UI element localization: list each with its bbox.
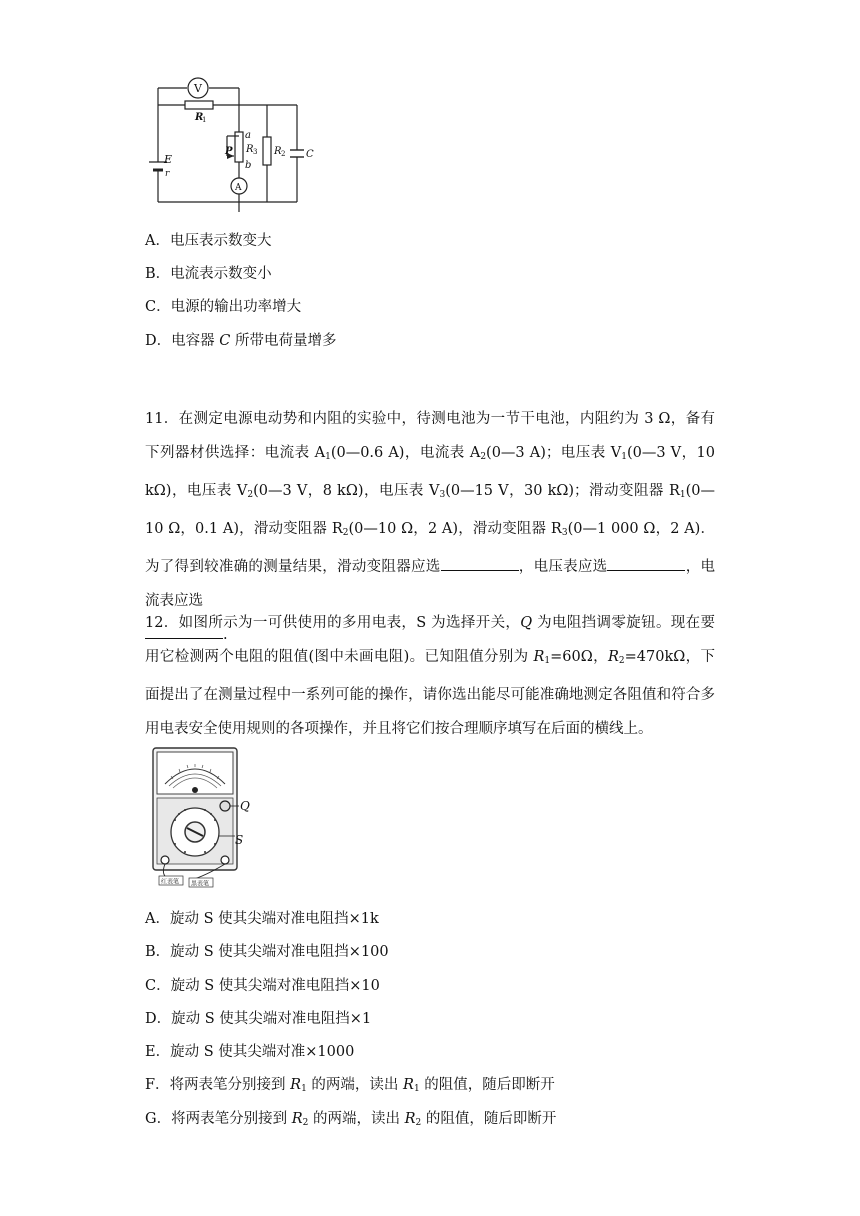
q12-text: 为电阻挡调零旋钮。现在要用它检测两个电阻的阻值(图中未画电阻)。已知阻值分别为 xyxy=(145,615,715,665)
q10-option-a xyxy=(145,231,271,251)
q-label: Q xyxy=(240,799,250,813)
option-text: 旋动 S 使其尖端对准电阻挡×10 xyxy=(170,978,380,994)
r-var: R xyxy=(291,1111,303,1127)
q11-text: (0—10 Ω，0.1 A)，滑动变阻器 R xyxy=(145,483,716,537)
sub: 1 xyxy=(621,452,627,462)
sub: 2 xyxy=(480,452,487,462)
q11-text: (0—1 000 Ω，2 A)．为了得到较准确的测量结果，滑动变阻器应选 xyxy=(145,521,715,575)
capacitor-label: C xyxy=(306,149,314,160)
option-letter: C． xyxy=(145,978,171,994)
question-number: 12． xyxy=(145,615,179,631)
sub: 1 xyxy=(679,490,686,500)
q10-option-c xyxy=(145,297,301,317)
r-var: R xyxy=(404,1111,416,1127)
option-text: 电流表示数变小 xyxy=(170,266,272,282)
r-var: R xyxy=(290,1077,302,1093)
option-text-2: 的两端，读出 xyxy=(308,1111,405,1127)
option-text-3: 的阻值，随后即断开 xyxy=(419,1077,555,1093)
q12-option-c xyxy=(145,976,380,996)
sub: 2 xyxy=(342,528,349,538)
circuit-diagram xyxy=(145,74,315,216)
q11-text: (0—15 V，30 kΩ)；滑动变阻器 R xyxy=(445,483,680,499)
sub: 1 xyxy=(301,1084,307,1094)
option-letter: D． xyxy=(145,333,172,349)
voltmeter-label: V xyxy=(194,82,202,95)
r1-var: R xyxy=(533,649,545,665)
option-letter: A． xyxy=(145,911,170,927)
option-text: 电压表示数变大 xyxy=(169,233,272,249)
option-letter: B． xyxy=(145,944,171,960)
r-var: R xyxy=(403,1077,414,1093)
question-12 xyxy=(145,606,715,746)
sub: 1 xyxy=(544,656,551,666)
sub: 1 xyxy=(325,452,331,462)
option-text-2: 所带电荷量增多 xyxy=(230,333,337,349)
option-text-3: 的阻值，随后即断开 xyxy=(421,1111,557,1127)
sub: 2 xyxy=(415,1118,422,1128)
option-text: 将两表笔分别接到 xyxy=(171,1111,292,1127)
option-text: 旋动 S 使其尖端对准电阻挡×100 xyxy=(170,944,389,960)
option-text: 旋动 S 使其尖端对准电阻挡×1 xyxy=(171,1011,372,1027)
r2-label: R xyxy=(274,146,282,157)
r1-sub: 1 xyxy=(202,116,207,124)
r2-sub: 2 xyxy=(281,150,286,158)
r1-label: R xyxy=(195,112,204,123)
q11-text: (0—3 A)；电压表 V xyxy=(486,445,622,461)
zero-knob xyxy=(220,801,230,811)
q11-text: ，电压表应选 xyxy=(518,559,608,575)
q12-text: 如图所示为一可供使用的多用电表，S 为选择开关， xyxy=(178,615,521,631)
q11-text: (0—3 V，8 kΩ)，电压表 V xyxy=(253,483,440,499)
q12-option-e xyxy=(145,1042,354,1062)
multimeter-figure xyxy=(145,744,255,890)
option-text-2: 的两端，读出 xyxy=(306,1077,404,1093)
q11-text: ，电流表应选 xyxy=(145,559,716,609)
node-a-label: a xyxy=(245,130,251,141)
ammeter-label: A xyxy=(235,183,242,193)
option-text: 电源的输出功率增大 xyxy=(170,299,302,315)
q12-option-g xyxy=(145,1109,556,1133)
option-letter: C． xyxy=(145,299,171,315)
sub: 2 xyxy=(247,490,254,500)
slider-p-label: P xyxy=(225,146,233,157)
capacitor-var: C xyxy=(219,333,231,349)
option-letter: B． xyxy=(145,266,171,282)
q11-text: (0—0.6 A)，电流表 A xyxy=(330,445,481,461)
q12-text: =470kΩ，下面提出了在测量过程中一系列可能的操作，请你选出能尽可能准确地测定各阻值和符合多用电表安全使用规则的各项操作，并且将它们按合理顺序填写在后面的横线上。 xyxy=(145,649,715,737)
r2-var: R xyxy=(607,649,619,665)
r3-label: R xyxy=(246,144,254,155)
emf-label: E xyxy=(164,153,173,166)
q-var: Q xyxy=(520,615,533,631)
option-letter: F． xyxy=(145,1077,170,1093)
sub: 1 xyxy=(413,1084,420,1094)
q11-text: (0—10 Ω，2 A)，滑动变阻器 R xyxy=(348,521,562,537)
internal-r-label: r xyxy=(165,169,170,179)
option-letter: A． xyxy=(145,233,170,249)
option-letter: E． xyxy=(145,1044,171,1060)
q11-end: . xyxy=(223,627,228,643)
option-letter: G． xyxy=(145,1111,172,1127)
q11-text: (0—3 V，10 kΩ)，电压表 V xyxy=(145,445,715,499)
sub: 2 xyxy=(302,1118,309,1128)
option-text: 旋动 S 使其尖端对准电阻挡×1k xyxy=(169,911,379,927)
option-text: 电容器 xyxy=(171,333,220,349)
question-number: 11． xyxy=(145,411,179,427)
sub: 3 xyxy=(561,528,568,538)
sub: 3 xyxy=(439,490,446,500)
q12-text: =60Ω， xyxy=(550,649,608,665)
sub: 2 xyxy=(618,656,625,666)
red-probe-label: 红表笔 xyxy=(161,878,180,886)
node-b-label: b xyxy=(245,160,252,171)
q10-option-d xyxy=(145,331,336,351)
s-label: S xyxy=(235,833,244,847)
q12-option-a xyxy=(145,909,379,929)
r3-sub: 3 xyxy=(253,148,258,156)
option-text: 旋动 S 使其尖端对准×1000 xyxy=(170,1044,355,1060)
answer-blank-rheostat[interactable] xyxy=(441,556,519,571)
option-text: 将两表笔分别接到 xyxy=(169,1077,291,1093)
q11-text: 在测定电源电动势和内阻的实验中，待测电池为一节干电池，内阻约为 3 Ω，备有下列器材供选择：电流表 A xyxy=(145,411,715,461)
q12-option-f xyxy=(145,1075,555,1099)
q12-option-d xyxy=(145,1009,371,1029)
q12-option-b xyxy=(145,942,389,962)
answer-blank-voltmeter[interactable] xyxy=(607,556,685,571)
option-letter: D． xyxy=(145,1011,172,1027)
black-probe-label: 黑表笔 xyxy=(191,880,210,888)
q10-option-b xyxy=(145,264,272,284)
